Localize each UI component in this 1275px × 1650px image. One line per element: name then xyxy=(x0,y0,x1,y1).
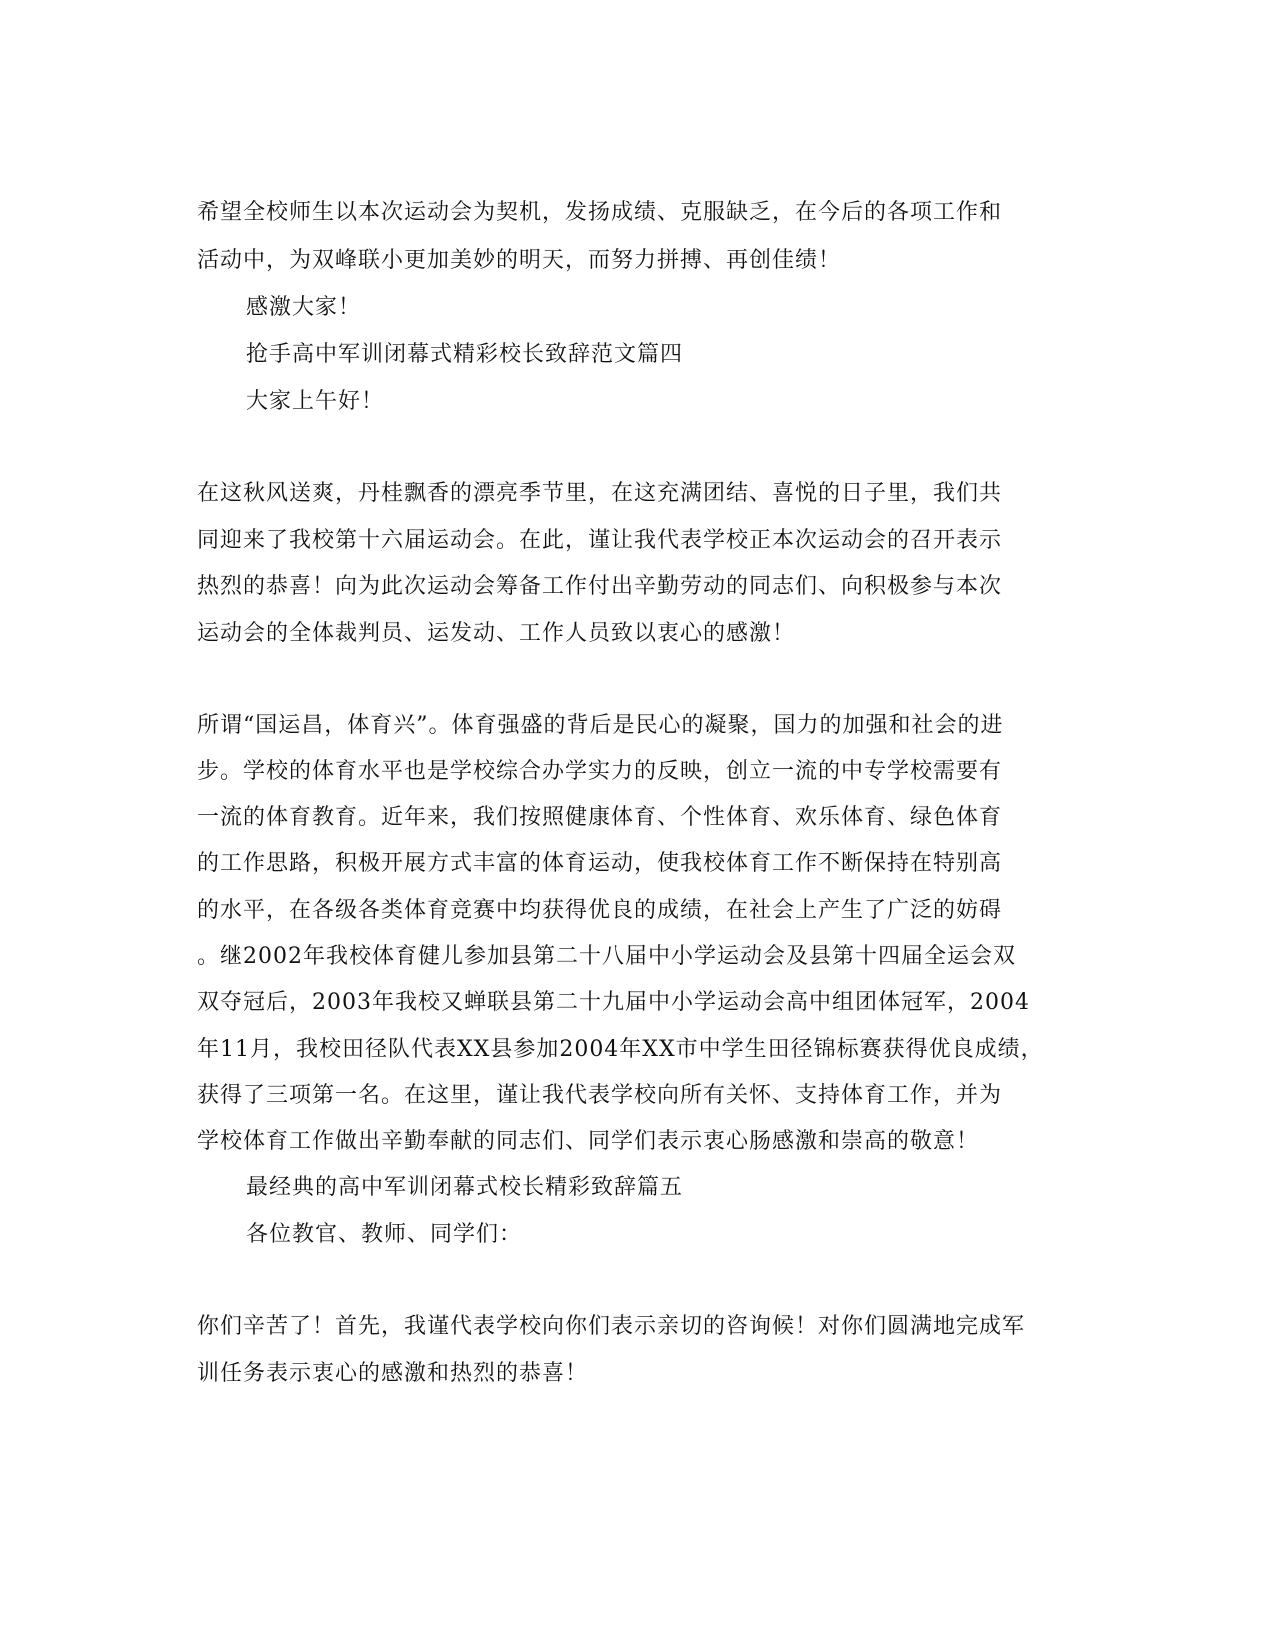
paragraph-line: 同迎来了我校第十六届运动会。在此，谨让我代表学校正本次运动会的召开表示 xyxy=(197,528,1003,553)
paragraph-line: 你们辛苦了！首先，我谨代表学校向你们表示亲切的咨询候！对你们圆满地完成军 xyxy=(197,1314,1026,1339)
paragraph-line: 热烈的恭喜！向为此次运动会筹备工作付出辛勤劳动的同志们、向积极参与本次 xyxy=(197,574,1003,599)
paragraph-line: 获得了三项第一名。在这里，谨让我代表学校向所有关怀、支持体育工作，并为 xyxy=(197,1083,1003,1108)
paragraph-line: 运动会的全体裁判员、运发动、工作人员致以衷心的感激！ xyxy=(197,621,796,646)
greeting-line: 大家上午好！ xyxy=(246,389,385,414)
paragraph-line: 所谓“国运昌，体育兴”。体育强盛的背后是民心的凝聚，国力的加强和社会的进 xyxy=(197,713,1004,738)
paragraph-line: 的水平，在各级各类体育竞赛中均获得优良的成绩，在社会上产生了广泛的妨碍 xyxy=(197,898,1003,923)
paragraph-line: 。继2002年我校体育健儿参加县第二十八届中小学运动会及县第十四届全运会双 xyxy=(197,944,1016,969)
paragraph-line: 学校体育工作做出辛勤奉献的同志们、同学们表示衷心肠感激和崇高的敬意！ xyxy=(197,1129,980,1154)
paragraph-line: 训任务表示衷心的感激和热烈的恭喜！ xyxy=(197,1361,589,1386)
paragraph-line: 希望全校师生以本次运动会为契机，发扬成绩、克服缺乏，在今后的各项工作和 xyxy=(197,200,1003,225)
paragraph-line: 双夺冠后，2003年我校又蝉联县第二十九届中小学运动会高中组团体冠军，2004 xyxy=(197,990,1030,1015)
thanks-line: 感激大家！ xyxy=(246,295,362,320)
section-heading-4: 抢手高中军训闭幕式精彩校长致辞范文篇四 xyxy=(246,342,684,367)
paragraph-line: 活动中，为双峰联小更加美妙的明天，而努力拼搏、再创佳绩！ xyxy=(197,248,842,273)
paragraph-line: 步。学校的体育水平也是学校综合办学实力的反映，创立一流的中专学校需要有 xyxy=(197,759,1003,784)
paragraph-line: 在这秋风送爽，丹桂飘香的漂亮季节里，在这充满团结、喜悦的日子里，我们共 xyxy=(197,481,1003,506)
paragraph-line: 一流的体育教育。近年来，我们按照健康体育、个性体育、欢乐体育、绿色体育 xyxy=(197,805,1003,830)
paragraph-line: 年11月，我校田径队代表XX县参加2004年XX市中学生田径锦标赛获得优良成绩， xyxy=(197,1037,1044,1062)
greeting-line: 各位教官、教师、同学们： xyxy=(246,1222,523,1247)
paragraph-line: 的工作思路，积极开展方式丰富的体育运动，使我校体育工作不断保持在特别高 xyxy=(197,851,1003,876)
section-heading-5: 最经典的高中军训闭幕式校长精彩致辞篇五 xyxy=(246,1175,684,1200)
